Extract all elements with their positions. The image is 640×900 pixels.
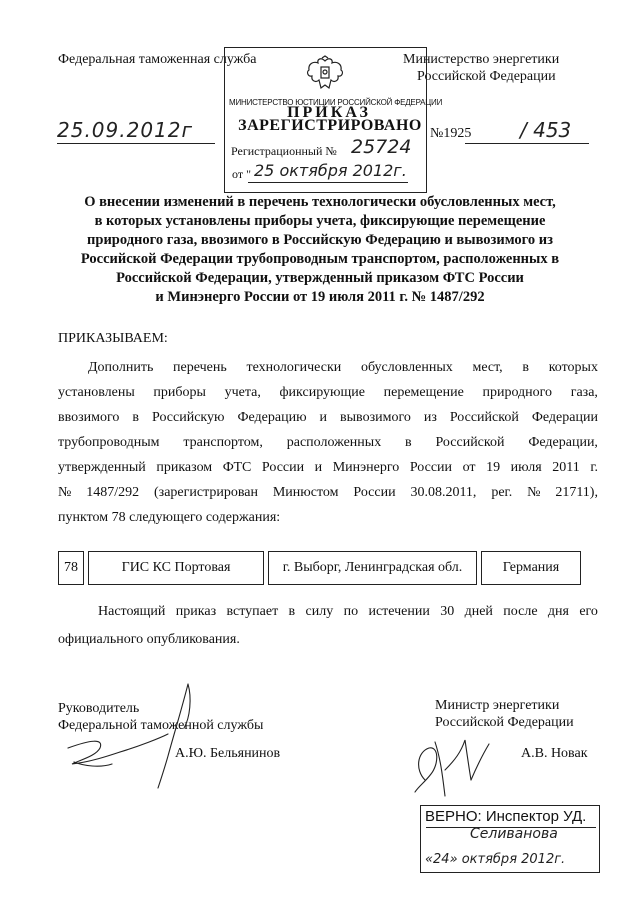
title-line: и Минэнерго России от 19 июля 2011 г. № 1487/292 [155, 289, 485, 305]
word: в [132, 410, 140, 425]
body-line [58, 405, 598, 430]
stamp-number-label: Регистрационный № [231, 144, 337, 158]
body-line [58, 355, 598, 380]
effect-line: официального опубликования. [58, 632, 240, 647]
word: России [409, 460, 453, 475]
word: приказ [175, 604, 217, 619]
certification-date: «24» октября 2012г. [425, 852, 566, 867]
word: технологически [246, 360, 342, 375]
body-line [58, 430, 598, 455]
order-date: 25.09.2012г [57, 118, 194, 142]
word: 30.08.2011, [410, 485, 477, 500]
decree-word: ПРИКАЗЫВАЕМ: [58, 331, 168, 346]
certification-label: ВЕРНО: Инспектор УД. [425, 808, 587, 825]
cell-country: Германия [482, 552, 581, 585]
word: газа, [570, 385, 598, 400]
body-paragraph [58, 355, 598, 530]
word: Российскую [152, 410, 225, 425]
word: Российской [435, 435, 505, 450]
table-row [59, 552, 581, 585]
word: фиксирующие [279, 385, 365, 400]
word: транспортом, [183, 435, 263, 450]
word: установлены [58, 385, 135, 400]
word: № [527, 485, 541, 500]
order-number-value: / 453 [520, 118, 572, 142]
cell-name: ГИС КС Портовая [89, 552, 264, 585]
word: № [58, 485, 72, 500]
word: из [423, 410, 437, 425]
word: Минюстом [272, 485, 339, 500]
word: г. [590, 460, 598, 475]
word: которых [548, 360, 598, 375]
certification-name: Селиванова [470, 826, 558, 842]
title-line: О внесении изменений в перечень технологически обусловленных мест, [84, 194, 556, 210]
word: мест, [472, 360, 503, 375]
word: природного [482, 385, 553, 400]
cell-location: г. Выборг, Ленинградская обл. [269, 552, 477, 585]
word: вступает [226, 604, 279, 619]
word: после [503, 604, 538, 619]
title-line: в которых установлены приборы учета, фиксирующие перемещение [94, 213, 546, 229]
word: силу [305, 604, 334, 619]
word: 1487/292 [86, 485, 140, 500]
word: от [462, 460, 476, 475]
order-title: ПРИКАЗ [287, 104, 371, 121]
order-number-line [465, 143, 589, 144]
order-date-line [57, 143, 215, 144]
word: приборы [153, 385, 206, 400]
left-signatory-name: А.Ю. Бельянинов [175, 746, 281, 761]
word: приказом [156, 460, 213, 475]
word: 2011 [552, 460, 580, 475]
word: расположенных [286, 435, 382, 450]
document-title [70, 193, 570, 307]
right-title-line: Министр энергетики [435, 698, 560, 713]
body-line [58, 480, 598, 505]
word: ФТС [222, 460, 252, 475]
word: Федерацию [237, 410, 307, 425]
word: трубопроводным [58, 435, 160, 450]
word: Федерации, [528, 435, 598, 450]
stamp-number-value: 25724 [351, 136, 412, 158]
word: в [405, 435, 412, 450]
agency-right-line: Министерство энергетики [403, 52, 560, 67]
word: рег. [491, 485, 513, 500]
body-line [58, 380, 598, 405]
word: перемещение [383, 385, 464, 400]
word: 30 [440, 604, 455, 619]
word: дня [547, 604, 569, 619]
word: Российской [449, 410, 519, 425]
word: и [314, 460, 323, 475]
word: учета, [224, 385, 261, 400]
word: перечень [173, 360, 227, 375]
word: его [579, 604, 598, 619]
stamp-ministry: МИНИСТЕРСТВО ЮСТИЦИИ РОССИЙСКОЙ ФЕДЕРАЦИИ [229, 98, 443, 107]
word: ввозимого [58, 410, 120, 425]
word: в [288, 604, 296, 619]
word: Федерации [531, 410, 598, 425]
title-line: природного газа, ввозимого в Российскую Федерацию и вывозимого из [87, 232, 553, 248]
body-line [58, 455, 598, 480]
cell-number: 78 [59, 552, 84, 585]
right-title-line: Российской Федерации [435, 715, 574, 730]
title-line: Российской Федерации, утвержденный приказом ФТС России [116, 270, 524, 286]
agency-left: Федеральная таможенная служба [58, 52, 257, 67]
word: в [522, 360, 529, 375]
word: и [319, 410, 328, 425]
word: вывозимого [340, 410, 411, 425]
word: России [261, 460, 305, 475]
stamp-registered: ЗАРЕГИСТРИРОВАНО [238, 117, 422, 134]
stamp-date-line [248, 182, 408, 183]
word: Дополнить [88, 360, 154, 375]
word: (зарегистрирован [154, 485, 258, 500]
right-signature [405, 730, 495, 800]
stamp-date-value: 25 октября 2012г. [254, 161, 407, 180]
stamp-date-prefix: от " [232, 167, 251, 181]
word: 19 [486, 460, 501, 475]
word: утвержденный [58, 460, 146, 475]
order-number-label: №1925 [430, 126, 472, 141]
word: 21711), [555, 485, 598, 500]
word: по [343, 604, 359, 619]
word: России [353, 485, 396, 500]
word: дней [464, 604, 493, 619]
left-title-line: Федеральной таможенной службы [58, 718, 264, 733]
right-signatory-title [435, 697, 574, 731]
effect-paragraph [58, 598, 598, 654]
coat-of-arms-icon [303, 55, 347, 93]
point-table [58, 551, 581, 585]
word: Минэнерго [332, 460, 400, 475]
left-signature [60, 678, 220, 790]
word: Настоящий [98, 604, 166, 619]
word: истечении [368, 604, 430, 619]
word: обусловленных [360, 360, 453, 375]
body-line: пунктом 78 следующего содержания: [58, 510, 281, 525]
left-title-line: Руководитель [58, 701, 140, 716]
word: июля [510, 460, 542, 475]
right-signatory-name: А.В. Новак [521, 746, 588, 761]
title-line: Российской Федерации трубопроводным транспортом, расположенных в [80, 251, 560, 267]
effect-line [58, 598, 598, 626]
agency-right-line: Российской Федерации [417, 69, 556, 84]
